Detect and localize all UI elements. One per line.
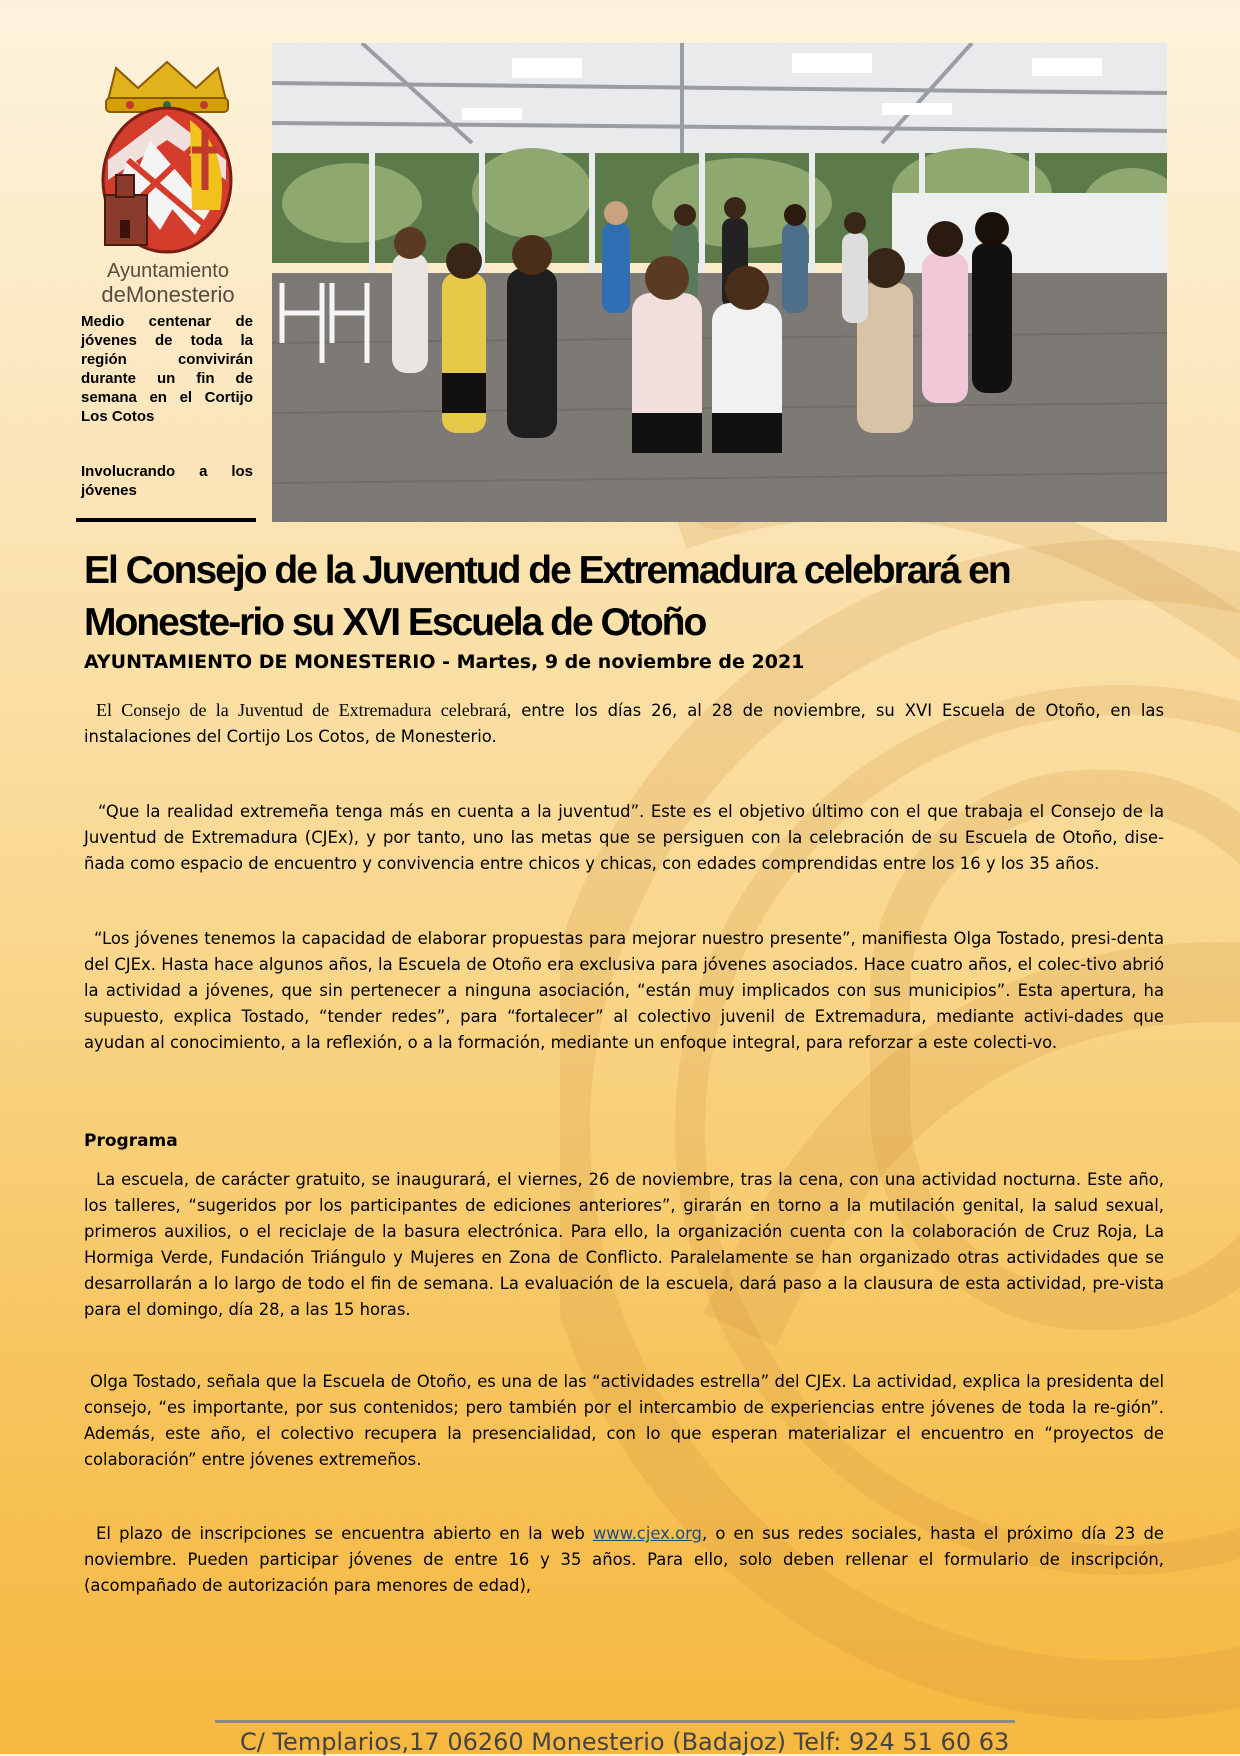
paragraph-6-after: , o en sus redes sociales, hasta el próximo día 23 de noviembre. Pueden participar jóvenes de entre 16 y 35 años. Para ello, solo deben rellenar el formulario de inscripción, (acompañado de autorización para menores de edad), xyxy=(84,1524,1164,1595)
article-byline: AYUNTAMIENTO DE MONESTERIO - Martes, 9 de noviembre de 2021 xyxy=(84,651,805,673)
cjex-website-link[interactable]: www.cjex.org xyxy=(592,1524,702,1543)
group-photo-icon xyxy=(272,43,1167,522)
logo-text-monesterio: deMonesterio xyxy=(101,282,235,307)
paragraph-1 xyxy=(84,697,1164,750)
section-title-programa: Programa xyxy=(84,1131,178,1151)
paragraph-1-rest: entre los días 26, al 28 de noviembre, su XVI Escuela de Otoño, en las instalaciones del Cortijo Los Cotos, de Monesterio. xyxy=(84,701,1164,746)
paragraph-4: La escuela, de carácter gratuito, se inaugurará, el viernes, 26 de noviembre, tras la cena, con una actividad nocturna. Este año, los talleres, “sugeridos por los participantes de ediciones anteriores”, girarán en torno a la mutilación genital, la salud sexual, primeros auxilios, o el reciclaje de la basura electrónica. Para ello, la organización cuenta con la colaboración de Cruz Roja, La Hormiga Verde, Fundación Triángulo y Mujeres en Zona de Conflicto. Paralelamente se han organizado otras actividades que se desarrollarán a lo largo de todo el fin de semana. La evaluación de la escuela, dará paso a la clausura de esta actividad, pre-vista para el domingo, día 28, a las 15 horas. xyxy=(84,1170,1164,1319)
footer-address: C/ Templarios,17 06260 Monesterio (Badajoz) Telf: 924 51 60 63 xyxy=(240,1728,1010,1756)
paragraph-6 xyxy=(84,1521,1164,1599)
sidebar-tagline: Involucrando a los jóvenes xyxy=(81,463,253,499)
paragraph-3: “Los jóvenes tenemos la capacidad de elaborar propuestas para mejorar nuestro presente”, manifiesta Olga Tostado, presi-denta del CJEx. Hasta hace algunos años, la Escuela de Otoño era exclusiva para jóvenes asociados. Hace cuatro años, el colec-tivo abrió la actividad a jóvenes, que sin pertenecer a ninguna asociación, “están muy implicados con sus municipios”. Esta apertura, ha supuesto, explica Tostado, “tender redes”, para “fortalecer” al colectivo juvenil de Extremadura, mediante activi-dades que ayudan al conocimiento, a la reflexión, o a la formación, mediante un enfoque integral, para reforzar a este colecti-vo. xyxy=(84,929,1164,1052)
paragraph-5: Olga Tostado, señala que la Escuela de Otoño, es una de las “actividades estrella” del CJEx. La actividad, explica la presidenta del consejo, “es importante, por sus contenidos; pero también por el intercambio de experiencias entre jóvenes de toda la re-gión”. Además, este año, el colectivo recupera la presencialidad, con lo que esperan materializar el encuentro en “proyectos de colaboración” entre jóvenes extremeños. xyxy=(84,1372,1164,1469)
sidebar-summary: Medio centenar de jóvenes de toda la región convivirán durante un fin de semana en el Cortijo Los Cotos xyxy=(81,313,253,425)
paragraph-2: “Que la realidad extremeña tenga más en cuenta a la juventud”. Este es el objetivo último con el que trabaja el Consejo de la Juventud de Extremadura (CJEx), y por tanto, uno las metas que se persiguen con la celebración de su Escuela de Otoño, dise-ñada como espacio de encuentro y convivencia entre chicos y chicas, con edades comprendidas entre los 16 y los 35 años. xyxy=(84,802,1164,873)
footer-divider xyxy=(215,1720,1015,1723)
paragraph-1-lead: El Consejo de la Juventud de Extremadura celebrará, xyxy=(96,700,512,720)
logo-text-ayuntamiento: Ayuntamiento xyxy=(107,260,229,282)
sidebar-divider xyxy=(76,518,256,522)
paragraph-6-before: El plazo de inscripciones se encuentra abierto en la web xyxy=(96,1524,593,1543)
article-headline: El Consejo de la Juventud de Extremadura celebrará en Moneste-rio su XVI Escuela de Otoño xyxy=(84,549,1010,644)
